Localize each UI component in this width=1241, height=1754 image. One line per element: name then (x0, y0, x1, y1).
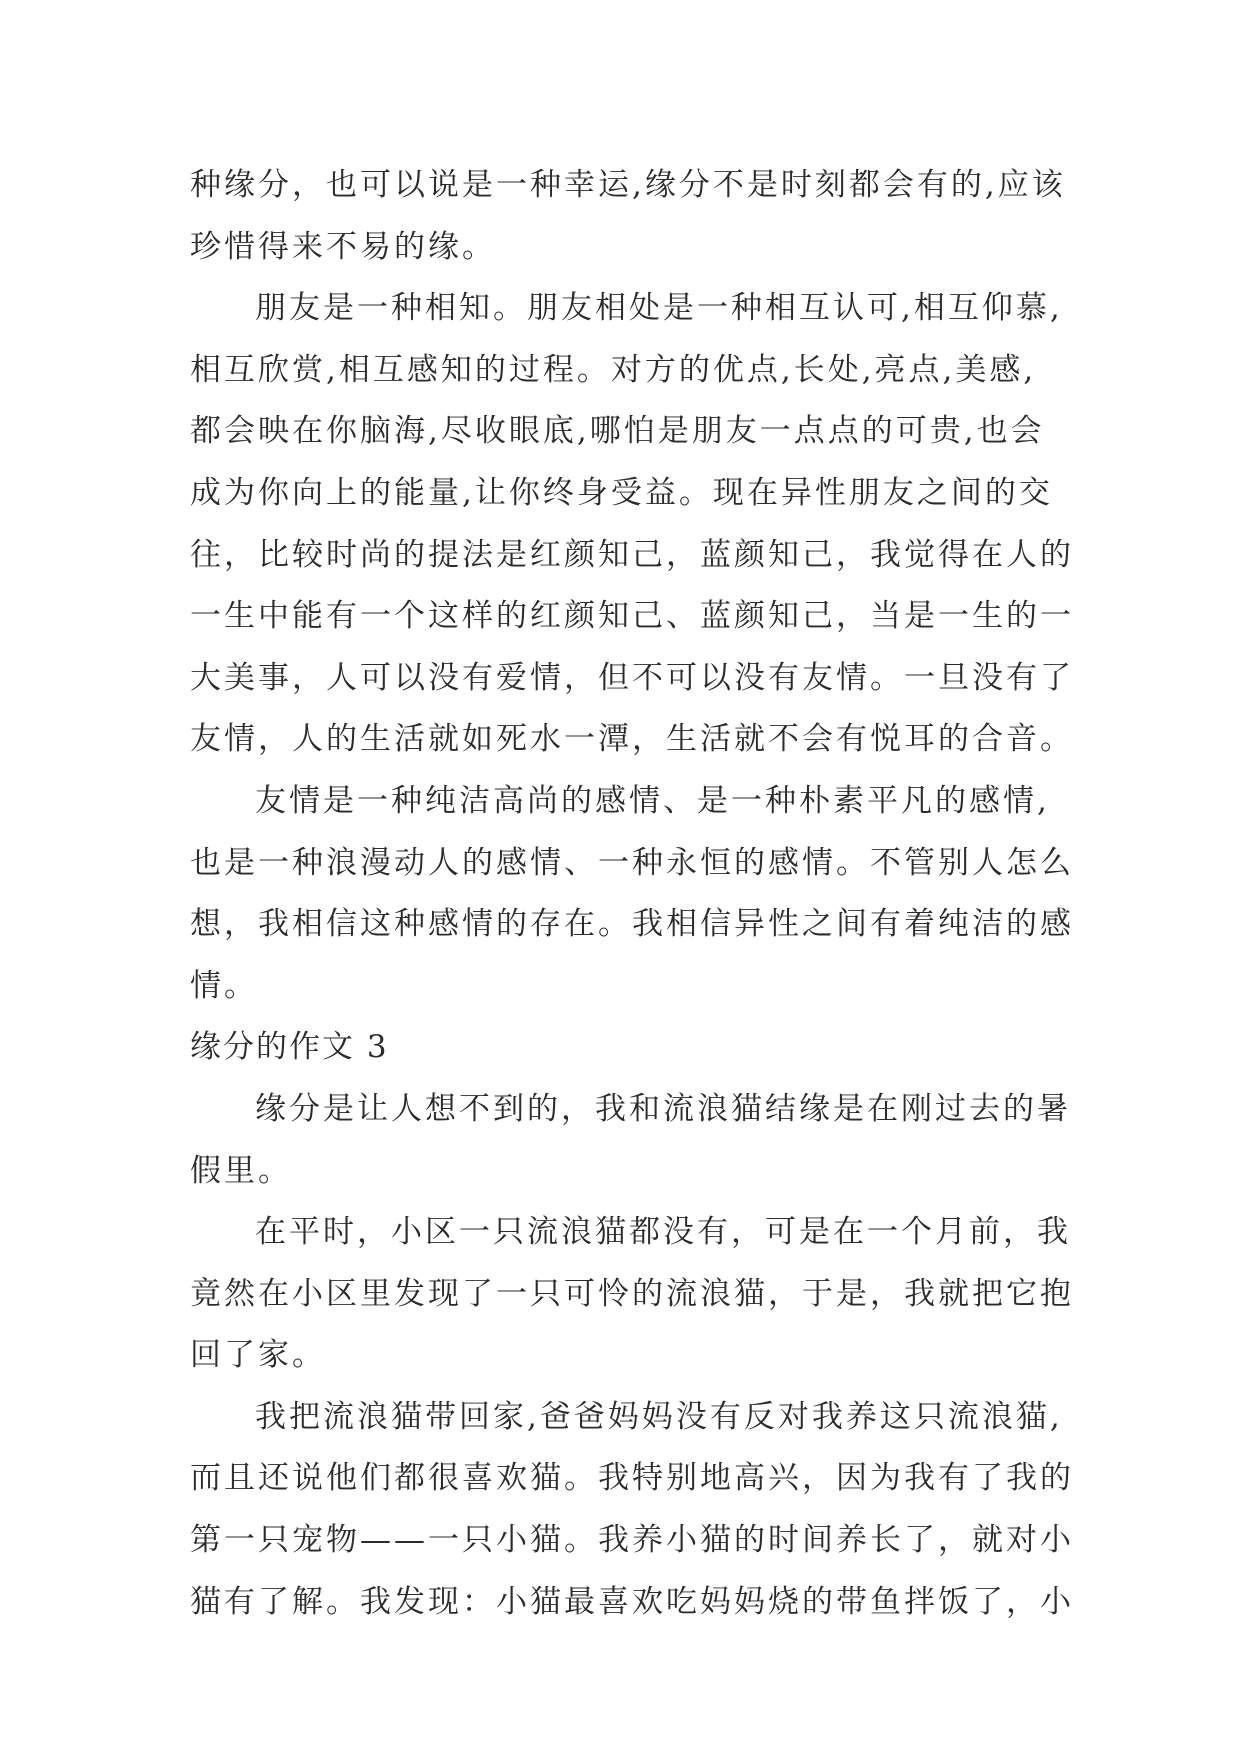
heading-text: 缘分的作文 3 (190, 1029, 389, 1066)
text-line: 缘分是让人想不到的，我和流浪猫结缘是在刚过去的暑 (255, 1090, 1071, 1127)
text-line: 成为你向上的能量,让你终身受益。现在异性朋友之间的交 (190, 474, 1053, 511)
text-line: 都会映在你脑海,尽收眼底,哪怕是朋友一点点的可贵,也会 (190, 413, 1045, 450)
text-line: 相互欣赏,相互感知的过程。对方的优点,长处,亮点,美感, (190, 351, 1037, 388)
text-line: 而且还说他们都很喜欢猫。我特别地高兴，因为我有了我的 (190, 1460, 1074, 1497)
text-line: 朋友是一种相知。朋友相处是一种相互认可,相互仰慕, (255, 290, 1063, 327)
text-line: 也是一种浪漫动人的感情、一种永恒的感情。不管别人怎么 (190, 844, 1074, 881)
text-line: 友情是一种纯洁高尚的感情、是一种朴素平凡的感情, (255, 782, 1050, 819)
text-line: 假里。 (190, 1152, 292, 1189)
text-line: 我把流浪猫带回家,爸爸妈妈没有反对我养这只流浪猫, (255, 1398, 1063, 1435)
text-line: 友情，人的生活就如死水一潭，生活就不会有悦耳的合音。 (190, 721, 1074, 758)
text-line: 大美事，人可以没有爱情，但不可以没有友情。一旦没有了 (190, 659, 1074, 696)
paragraph (190, 1079, 1071, 1202)
paragraph (190, 771, 1074, 1017)
text-line: 在平时，小区一只流浪猫都没有，可是在一个月前，我 (255, 1214, 1071, 1251)
paragraph (190, 155, 1066, 278)
text-line: 回了家。 (190, 1337, 326, 1374)
text-line: 一生中能有一个这样的红颜知己、蓝颜知己，当是一生的一 (190, 598, 1074, 635)
text-line: 种缘分，也可以说是一种幸运,缘分不是时刻都会有的,应该 (190, 167, 1066, 203)
text-line: 竟然在小区里发现了一只可怜的流浪猫，于是，我就把它抱 (190, 1275, 1074, 1312)
text-line: 珍惜得来不易的缘。 (190, 228, 496, 265)
text-line: 第一只宠物——一只小猫。我养小猫的时间养长了，就对小 (190, 1522, 1074, 1559)
text-line: 猫有了解。我发现：小猫最喜欢吃妈妈烧的带鱼拌饭了，小 (190, 1583, 1074, 1620)
section-heading (190, 1017, 1052, 1079)
paragraph (190, 1202, 1074, 1387)
text-line: 想，我相信这种感情的存在。我相信异性之间有着纯洁的感 (190, 906, 1074, 943)
document-page (190, 155, 1074, 1633)
paragraph (190, 1387, 1074, 1633)
text-line: 情。 (190, 967, 258, 1004)
text-line: 往，比较时尚的提法是红颜知己，蓝颜知己，我觉得在人的 (190, 536, 1074, 573)
paragraph (190, 278, 1074, 771)
